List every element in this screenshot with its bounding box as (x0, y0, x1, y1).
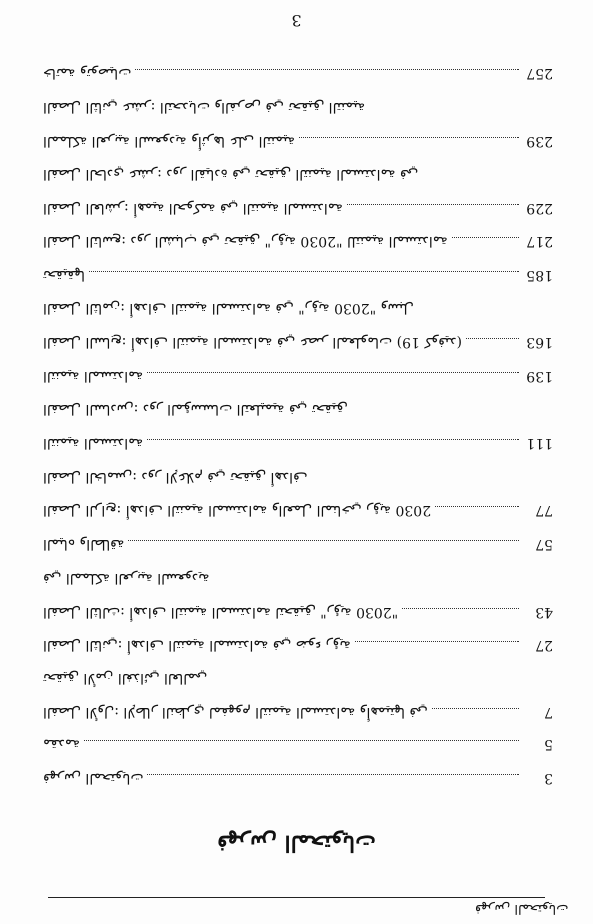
toc-leader-dots (147, 439, 519, 440)
toc-entry-title: الفصل العاشر: أهمية الحوكمة في التنمية المستدامة (43, 200, 343, 216)
toc-entry[interactable] (43, 704, 553, 724)
toc-entry-title: تحقيق الأمن الغذائي العالمي (43, 670, 208, 686)
toc-entry-title: مقدمة (43, 736, 80, 752)
toc-entry[interactable] (43, 401, 553, 421)
toc-entry-title: الفصل الحادي عشر: دور القيادة في تحقيق التنمية المستدامة في (43, 166, 419, 182)
toc-entry[interactable] (43, 133, 553, 153)
toc-entry-page: 43 (535, 604, 553, 620)
toc-entry-title: الفصل الرابع: أهداف التنمية المستدامة والعمل المناخي رؤية 2030 (43, 502, 432, 518)
toc-leader-dots (435, 506, 519, 507)
toc-entry-page: 163 (526, 334, 553, 350)
toc-entry-title: المملكة العربية السعودية وأثرها على التنمية (43, 133, 295, 149)
toc-entry[interactable] (43, 570, 553, 590)
toc-entry[interactable] (43, 65, 553, 85)
toc-leader-dots (355, 641, 519, 642)
toc-entry[interactable] (43, 200, 553, 220)
toc-leader-dots (128, 540, 519, 541)
toc-entry-title: التنمية المستدامة (43, 368, 144, 384)
toc-entry-page: 217 (526, 233, 553, 249)
toc-entry-page: 27 (535, 637, 553, 653)
toc-leader-dots (466, 338, 519, 339)
toc-entry[interactable] (43, 469, 553, 489)
toc-entry-page: 239 (526, 133, 553, 149)
toc-entry[interactable] (43, 604, 553, 624)
toc-entry-title: المياه والطاقة (43, 536, 125, 552)
toc-entry-title: الفصل الثاني عشر: التحديات والفرص في تحقيق التنمية (43, 99, 366, 115)
toc-entry[interactable] (43, 267, 553, 287)
toc-entry-page: 57 (535, 536, 553, 552)
toc-entry[interactable] (43, 536, 553, 556)
toc-entry[interactable] (43, 670, 553, 690)
toc-entry-title: الفصل الثالث: أهداف التنمية المستدامة لتحقيق "رؤية 2030" (43, 604, 399, 620)
toc-entry-page: 229 (526, 200, 553, 216)
toc-leader-dots (135, 69, 519, 70)
toc-leader-dots (84, 740, 519, 741)
toc-entry-page: 5 (544, 736, 553, 752)
toc-entry-page: 77 (535, 502, 553, 518)
toc-entry[interactable] (43, 166, 553, 186)
toc-entry[interactable] (43, 368, 553, 388)
toc-entry[interactable] (43, 99, 553, 119)
toc-entry[interactable] (43, 435, 553, 455)
running-header-title: فهرس المحتويات (475, 901, 569, 916)
toc-entry-title: الفصل الثاني: أهداف التنمية المستدامة في ضوء رؤية (43, 637, 351, 653)
page-title: فهرس المحتويات (217, 830, 376, 856)
toc-leader-dots (452, 237, 519, 238)
toc-leader-dots (432, 708, 519, 709)
toc-leader-dots (89, 271, 519, 272)
toc-entry-title: تحقيقها (43, 267, 86, 283)
toc-entry-title: الفصل الثامن: أهداف التنمية المستدامة في "رؤية 2030" وسبل (43, 300, 414, 316)
toc-leader-dots (148, 774, 520, 775)
toc-entry-page: 111 (526, 435, 553, 451)
toc-entry-title: التنمية المستدامة (43, 435, 144, 451)
toc-entry-page: 139 (526, 368, 553, 384)
toc-entry[interactable] (43, 637, 553, 657)
toc-entry[interactable] (43, 300, 553, 320)
toc-leader-dots (299, 137, 519, 138)
toc-entry-page: 7 (544, 704, 553, 720)
toc-entry-title: فهرس المحتويات (43, 770, 144, 786)
toc-entry-title: الفصل الأول: الإطار النظري لمفهوم التنمية المستدامة وأهميتها في (43, 704, 428, 720)
toc-entry-title: الفصل التاسع: دور الشباب في تحقيق "رؤية 2030" للتنمية المستدامة (43, 233, 448, 249)
toc-entry-page: 3 (544, 770, 553, 786)
toc-entry-title: خاتمة وتوصيات (43, 65, 132, 81)
toc-leader-dots (147, 372, 519, 373)
toc-entry-page: 185 (526, 267, 553, 283)
toc-leader-dots (402, 608, 519, 609)
toc-entry-title: في المملكة العربية السعودية (43, 570, 210, 586)
toc-entry[interactable] (43, 736, 553, 756)
toc-entry-title: الفصل السابع: أهداف التنمية المستدامة في عصر المعلومات (19 كوفيد) (43, 334, 462, 350)
toc-entry-title: الفصل الخامس: دور الإعلام في تحقيق أهداف (43, 469, 308, 485)
toc-entry-title: الفصل السادس: دور المؤسسات التعليمية في تحقيق (43, 401, 348, 417)
page-number: 3 (291, 11, 302, 30)
toc-entry[interactable] (43, 233, 553, 253)
toc-leader-dots (347, 204, 519, 205)
toc-entry[interactable] (43, 502, 553, 522)
toc-entry[interactable] (43, 770, 553, 790)
toc-entry-page: 257 (526, 65, 553, 81)
toc-entry[interactable] (43, 334, 553, 354)
